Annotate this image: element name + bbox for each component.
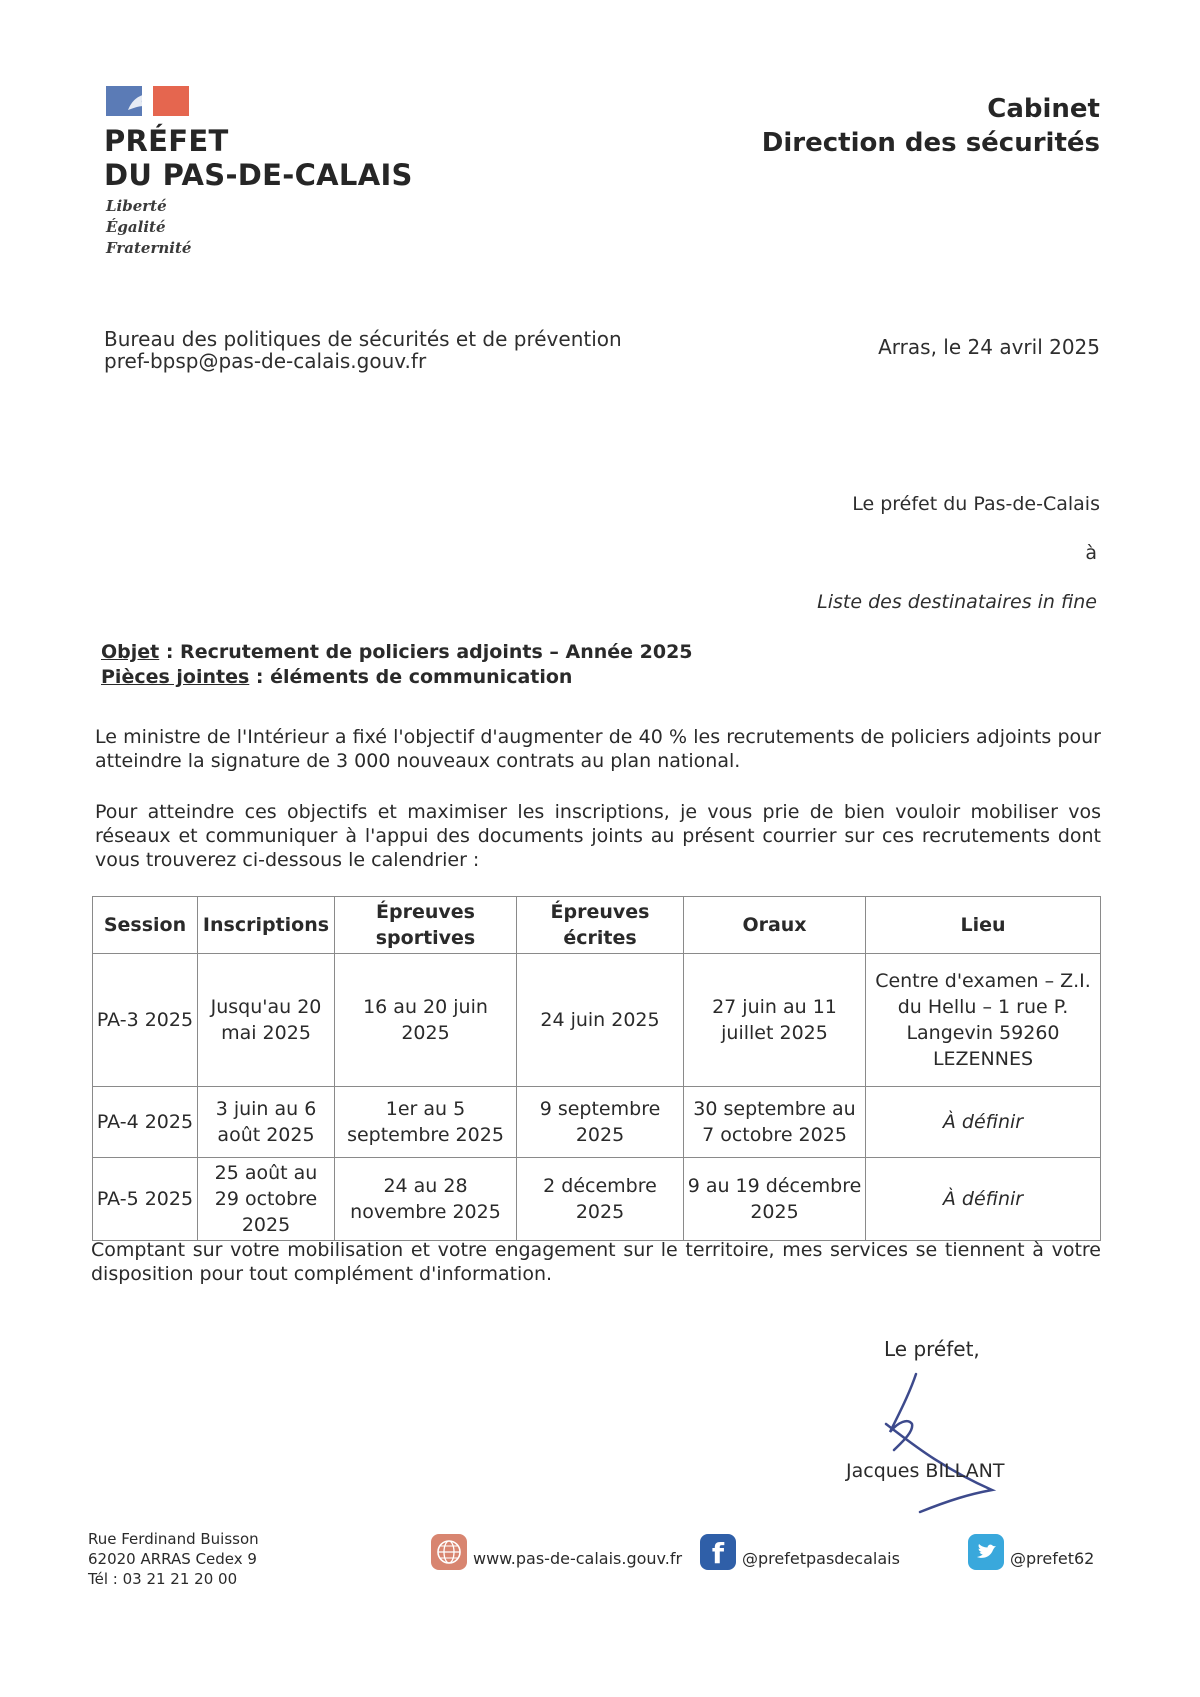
signature-title: Le préfet, <box>884 1337 980 1361</box>
paragraph-request: Pour atteindre ces objectifs et maximiser les inscriptions, je vous prie de bien vouloir mobiliser vos réseaux et communiquer à l'appui des documents joints au présent courrier sur ces recrutements dont vous trouverez ci-dessous le calendrier : <box>95 801 1101 871</box>
table-cell: 25 août au 29 octobre 2025 <box>198 1158 335 1241</box>
attachments-label: Pièces jointes <box>101 666 250 688</box>
handwritten-signature <box>850 1372 1010 1517</box>
facebook-link[interactable]: f @prefetpasdecalais <box>700 1540 900 1576</box>
col-header: Épreuves sportives <box>335 897 517 954</box>
col-header: Épreuves écrites <box>517 897 684 954</box>
table-cell: PA-4 2025 <box>93 1087 198 1158</box>
table-cell: 9 au 19 décembre 2025 <box>684 1158 866 1241</box>
col-header: Inscriptions <box>198 897 335 954</box>
subject-label: Objet <box>101 641 160 663</box>
twitter-icon <box>968 1534 1004 1570</box>
letter-date: Arras, le 24 avril 2025 <box>878 335 1100 359</box>
table-cell: 30 septembre au 7 octobre 2025 <box>684 1087 866 1158</box>
table-cell: PA-3 2025 <box>93 954 198 1087</box>
table-row <box>93 1158 1101 1241</box>
table-cell: 27 juin au 11 juillet 2025 <box>684 954 866 1087</box>
twitter-link[interactable]: @prefet62 <box>968 1540 1094 1576</box>
table-row <box>93 1087 1101 1158</box>
table-cell: À définir <box>866 1087 1101 1158</box>
paragraph-closing: Comptant sur votre mobilisation et votre engagement sur le territoire, mes services se tiennent à votre disposition pour tout complément d'information. <box>91 1239 1101 1285</box>
table-cell: 24 au 28 novembre 2025 <box>335 1158 517 1241</box>
paragraph-objective: Le ministre de l'Intérieur a fixé l'objectif d'augmenter de 40 % les recrutements de policiers adjoints pour atteindre la signature de 3 000 nouveaux contrats au plan national. <box>95 726 1101 772</box>
table-cell: PA-5 2025 <box>93 1158 198 1241</box>
republic-motto: Liberté Égalité Fraternité <box>106 197 192 257</box>
sender: Le préfet du Pas-de-Calais <box>852 493 1100 515</box>
footer-address: Rue Ferdinand Buisson 62020 ARRAS Cedex 9 Tél : 03 21 21 20 00 <box>88 1530 259 1588</box>
republic-flag-logo <box>106 86 189 116</box>
table-cell: 9 septembre 2025 <box>517 1087 684 1158</box>
bureau-email[interactable]: pref-bpsp@pas-de-calais.gouv.fr <box>104 349 427 373</box>
table-cell: Centre d'examen – Z.I. du Hellu – 1 rue P. Langevin 59260 LEZENNES <box>866 954 1101 1087</box>
bureau-name: Bureau des politiques de sécurités et de prévention <box>104 327 622 351</box>
table-cell: 24 juin 2025 <box>517 954 684 1087</box>
table-cell: 1er au 5 septembre 2025 <box>335 1087 517 1158</box>
to-word: à <box>1085 542 1097 564</box>
recruitment-calendar-table <box>92 896 1101 1241</box>
recipients: Liste des destinataires in fine <box>817 591 1097 613</box>
service-header: Cabinet Direction des sécurités <box>761 94 1100 158</box>
attachments-text: : éléments de communication <box>249 666 573 688</box>
table-cell: À définir <box>866 1158 1101 1241</box>
signer-name: Jacques BILLANT <box>846 1460 1005 1482</box>
table-row <box>93 954 1101 1087</box>
table-cell: 2 décembre 2025 <box>517 1158 684 1241</box>
globe-icon <box>431 1534 467 1570</box>
logo-title: PRÉFET DU PAS-DE-CALAIS <box>104 124 413 192</box>
table-header-row <box>93 897 1101 954</box>
col-header: Oraux <box>684 897 866 954</box>
col-header: Session <box>93 897 198 954</box>
subject-text: : Recrutement de policiers adjoints – Année 2025 <box>159 641 693 663</box>
table-cell: 3 juin au 6 août 2025 <box>198 1087 335 1158</box>
subject-block <box>101 640 693 690</box>
bureau-block <box>104 328 622 372</box>
website-link[interactable]: www.pas-de-calais.gouv.fr <box>431 1540 682 1576</box>
col-header: Lieu <box>866 897 1101 954</box>
table-cell: 16 au 20 juin 2025 <box>335 954 517 1087</box>
facebook-icon: f <box>700 1534 736 1570</box>
table-cell: Jusqu'au 20 mai 2025 <box>198 954 335 1087</box>
marianne-icon <box>124 90 154 114</box>
